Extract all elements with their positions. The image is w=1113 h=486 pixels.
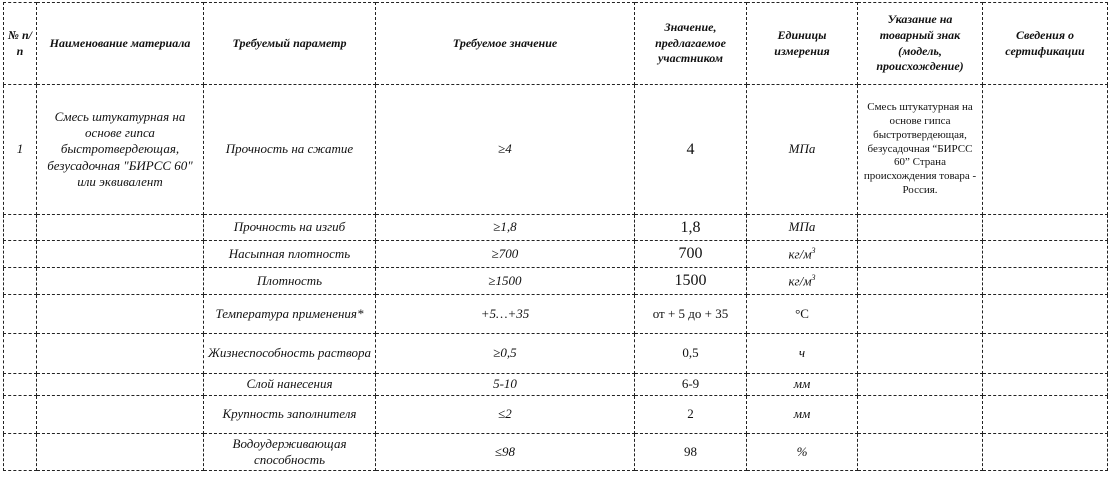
param-name: Плотность — [204, 268, 376, 295]
header-row — [4, 3, 1108, 85]
unit-text: кг/м — [788, 273, 812, 289]
empty-cell — [858, 268, 983, 295]
empty-cell — [858, 241, 983, 268]
offered-value: 98 — [635, 434, 747, 471]
material-name: Смесь штукатурная на основе гипса быстротвердеющая, безусадочная "БИРСС 60" или эквивалент — [37, 85, 204, 215]
header-trademark: Указание на товарный знак (модель, происхождение) — [858, 3, 983, 85]
empty-cell — [983, 396, 1108, 434]
empty-cell — [4, 241, 37, 268]
empty-cell — [4, 295, 37, 334]
empty-cell — [4, 374, 37, 396]
spec-table — [3, 2, 1108, 471]
required-value: ≥0,5 — [376, 334, 635, 374]
param-name: Крупность заполнителя — [204, 396, 376, 434]
empty-cell — [858, 295, 983, 334]
param-name: Прочность на изгиб — [204, 215, 376, 241]
table-row — [4, 268, 1108, 295]
param-name: Температура применения* — [204, 295, 376, 334]
required-value: +5…+35 — [376, 295, 635, 334]
header-param: Требуемый параметр — [204, 3, 376, 85]
empty-cell — [983, 215, 1108, 241]
required-value: ≤98 — [376, 434, 635, 471]
table-row — [4, 85, 1108, 215]
table-row — [4, 295, 1108, 334]
unit: °С — [747, 295, 858, 334]
empty-cell — [983, 434, 1108, 471]
empty-cell — [4, 215, 37, 241]
empty-cell — [37, 374, 204, 396]
required-value: 5-10 — [376, 374, 635, 396]
header-material: Наименование материала — [37, 3, 204, 85]
table-row — [4, 374, 1108, 396]
unit: МПа — [747, 215, 858, 241]
offered-value: 6-9 — [635, 374, 747, 396]
offered-value: 0,5 — [635, 334, 747, 374]
empty-cell — [858, 374, 983, 396]
offered-value: 2 — [635, 396, 747, 434]
empty-cell — [858, 434, 983, 471]
required-value: ≥1500 — [376, 268, 635, 295]
header-offered: Значение, предлагаемое участником — [635, 3, 747, 85]
unit-text: кг/м — [788, 246, 812, 262]
empty-cell — [858, 334, 983, 374]
empty-cell — [858, 396, 983, 434]
required-value: ≥1,8 — [376, 215, 635, 241]
empty-cell — [4, 268, 37, 295]
unit-superscript: 3 — [811, 245, 816, 255]
header-required: Требуемое значение — [376, 3, 635, 85]
table-row — [4, 334, 1108, 374]
unit: % — [747, 434, 858, 471]
required-value: ≥4 — [376, 85, 635, 215]
offered-value: от + 5 до + 35 — [635, 295, 747, 334]
empty-cell — [37, 434, 204, 471]
empty-cell — [983, 334, 1108, 374]
item-number: 1 — [4, 85, 37, 215]
empty-cell — [983, 295, 1108, 334]
unit-superscript: 3 — [811, 272, 816, 282]
offered-value: 700 — [635, 241, 747, 268]
empty-cell — [4, 434, 37, 471]
unit: МПа — [747, 85, 858, 215]
table-row — [4, 241, 1108, 268]
table-row — [4, 434, 1108, 471]
empty-cell — [37, 268, 204, 295]
empty-cell — [4, 396, 37, 434]
param-name: Прочность на сжатие — [204, 85, 376, 215]
param-name: Водоудерживающая способность — [204, 434, 376, 471]
empty-cell — [37, 295, 204, 334]
param-name: Жизнеспособность раствора — [204, 334, 376, 374]
unit — [747, 268, 858, 295]
empty-cell — [983, 268, 1108, 295]
unit — [747, 241, 858, 268]
empty-cell — [858, 215, 983, 241]
required-value: ≥700 — [376, 241, 635, 268]
unit: мм — [747, 374, 858, 396]
header-units: Единицы измерения — [747, 3, 858, 85]
offered-value: 1,8 — [635, 215, 747, 241]
table-row — [4, 215, 1108, 241]
trademark-note: Смесь штукатурная на основе гипса быстротвердеющая, безусадочная “БИРСС 60” Страна происхождения товара - Россия. — [858, 85, 983, 215]
header-cert: Сведения о сертификации — [983, 3, 1108, 85]
table-row — [4, 396, 1108, 434]
param-name: Слой нанесения — [204, 374, 376, 396]
offered-value: 1500 — [635, 268, 747, 295]
empty-cell — [37, 396, 204, 434]
empty-cell — [37, 241, 204, 268]
unit: мм — [747, 396, 858, 434]
empty-cell — [983, 374, 1108, 396]
header-num: № п/п — [4, 3, 37, 85]
required-value: ≤2 — [376, 396, 635, 434]
cert-cell — [983, 85, 1108, 215]
empty-cell — [37, 334, 204, 374]
param-name: Насыпная плотность — [204, 241, 376, 268]
empty-cell — [37, 215, 204, 241]
offered-value: 4 — [635, 85, 747, 215]
empty-cell — [4, 334, 37, 374]
unit: ч — [747, 334, 858, 374]
empty-cell — [983, 241, 1108, 268]
